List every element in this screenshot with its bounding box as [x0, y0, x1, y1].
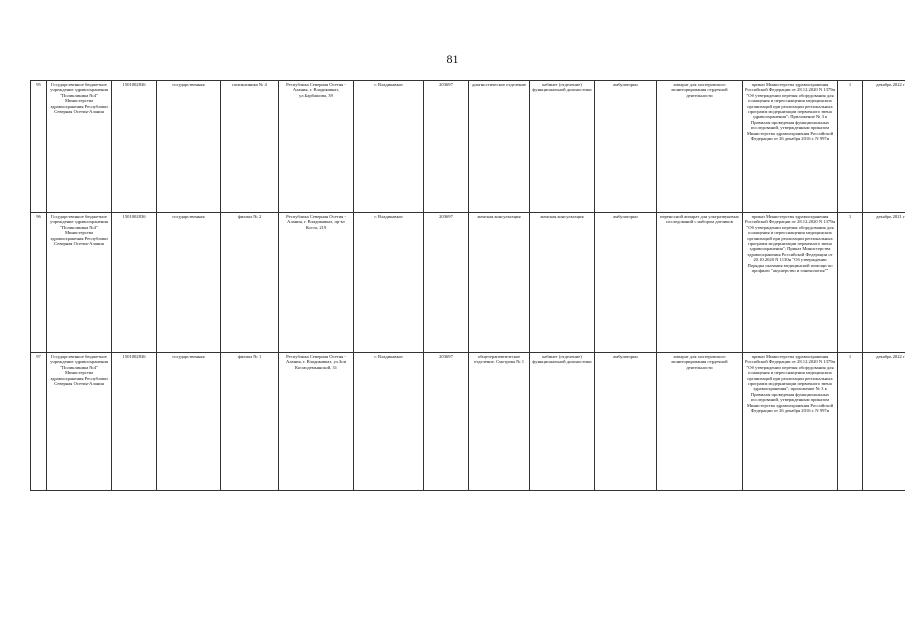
subdivision-cell: филиал № 2 [221, 213, 279, 353]
row-number: 95 [31, 81, 47, 213]
department-cell: диагностическое отделение [469, 81, 530, 213]
date-cell: декабрь 2021 г [863, 213, 905, 353]
city-cell: г. Владикавказ [354, 81, 424, 213]
ownership-cell: государственная [157, 353, 221, 491]
inn-cell: 1501002836 [112, 353, 157, 491]
room-cell: кабинет (отделение) функциональной диагностики [530, 353, 595, 491]
address-cell: Республика Северная Осетия - Алания, г. Владикавказ, пр-кт Коста, 219 [279, 213, 354, 353]
basis-cell: приказ Министерства здравоохранения Российской Федерации от 28.12.2020 N 1379н "Об утверждении перечня оборудования для оснащения и переоснащения медицинских организаций при реализации региональных программ модернизации первичного звена здравоохранения"; приложение № 3 к Правилам проведения функциональных исследований, утвержденным приказом Министерства здравоохранения Российской Федерации от 26 декабря 2016 г. N 997н [743, 353, 838, 491]
date-cell: декабрь 2022 г [863, 81, 905, 213]
institution-name: Государственное бюджетное учреждение здравоохранения "Поликлиника №4" Министерства здравоохранения Республики Северная Осетия-Алания [47, 353, 112, 491]
care-type-cell: амбулаторно [595, 353, 657, 491]
row-number: 96 [31, 213, 47, 353]
ownership-cell: государственная [157, 81, 221, 213]
inn-cell: 1501002836 [112, 213, 157, 353]
inn-cell: 1501002836 [112, 81, 157, 213]
subdivision-cell: поликлиника № 4 [221, 81, 279, 213]
room-cell: женская консультация [530, 213, 595, 353]
date-cell: декабрь 2022 г [863, 353, 905, 491]
address-cell: Республика Северная Осетия - Алания, г. Владикавказ, ул.Барбашова, 39 [279, 81, 354, 213]
institution-name: Государственное бюджетное учреждение здравоохранения "Поликлиника №4" Министерства здравоохранения Республики Северная Осетия-Алания [47, 213, 112, 353]
care-type-cell: амбулаторно [595, 81, 657, 213]
subdivision-cell: филиал № 1 [221, 353, 279, 491]
basis-cell: приказ Министерства здравоохранения Российской Федерации от 28.12.2020 N 1379н "Об утверждении перечня оборудования для оснащения и переоснащения медицинских организаций при реализации региональных программ модернизации первичного звена здравоохранения"; Приказ Министерства здравоохранения Российской Федерации от 20.10.2020 N 1130н "Об утверждении Порядка оказания медицинской помощи по профилю "акушерство и гинекология"" [743, 213, 838, 353]
institution-name: Государственное бюджетное учреждение здравоохранения "Поликлиника №4" Министерства здравоохранения Республики Северная Осетия-Алания [47, 81, 112, 213]
table-row [31, 353, 905, 491]
quantity-cell: 1 [838, 353, 863, 491]
care-type-cell: амбулаторно [595, 213, 657, 353]
address-cell: Республика Северная Осетия - Алания, г. Владикавказ, ул.Зои Космодемьянской, 31 [279, 353, 354, 491]
department-cell: общетерапевтическое отделение. Смотрова № 1 [469, 353, 530, 491]
quantity-cell: 1 [838, 81, 863, 213]
equipment-table [30, 80, 905, 491]
code-cell: 203697 [424, 353, 469, 491]
equipment-cell: аппарат для холтеровского мониторирования сердечной деятельности [657, 81, 743, 213]
code-cell: 203697 [424, 81, 469, 213]
page-number: 81 [446, 52, 459, 66]
city-cell: г. Владикавказ [354, 213, 424, 353]
table-row [31, 81, 905, 213]
quantity-cell: 1 [838, 213, 863, 353]
ownership-cell: государственная [157, 213, 221, 353]
equipment-cell: переносной аппарат для ультразвуковых исследований с набором датчиков [657, 213, 743, 353]
code-cell: 203697 [424, 213, 469, 353]
basis-cell: приказ Министерства здравоохранения Российской Федерации от 28.12.2020 N 1379н "Об утверждении перечня оборудования для оснащения и переоснащения медицинских организаций при реализации региональных программ модернизации первичного звена здравоохранения"; Приложение № 3 к Правилам проведения функциональных исследований, утвержденным приказом Министерства здравоохранения Российской Федерации от 26 декабря 2016 г. N 997н [743, 81, 838, 213]
city-cell: г. Владикавказ [354, 353, 424, 491]
room-cell: кабинет (отделение) функциональной диагностики [530, 81, 595, 213]
department-cell: женская консультация [469, 213, 530, 353]
equipment-cell: аппарат для холтеровского мониторирования сердечной деятельности [657, 353, 743, 491]
row-number: 97 [31, 353, 47, 491]
table-row [31, 213, 905, 353]
